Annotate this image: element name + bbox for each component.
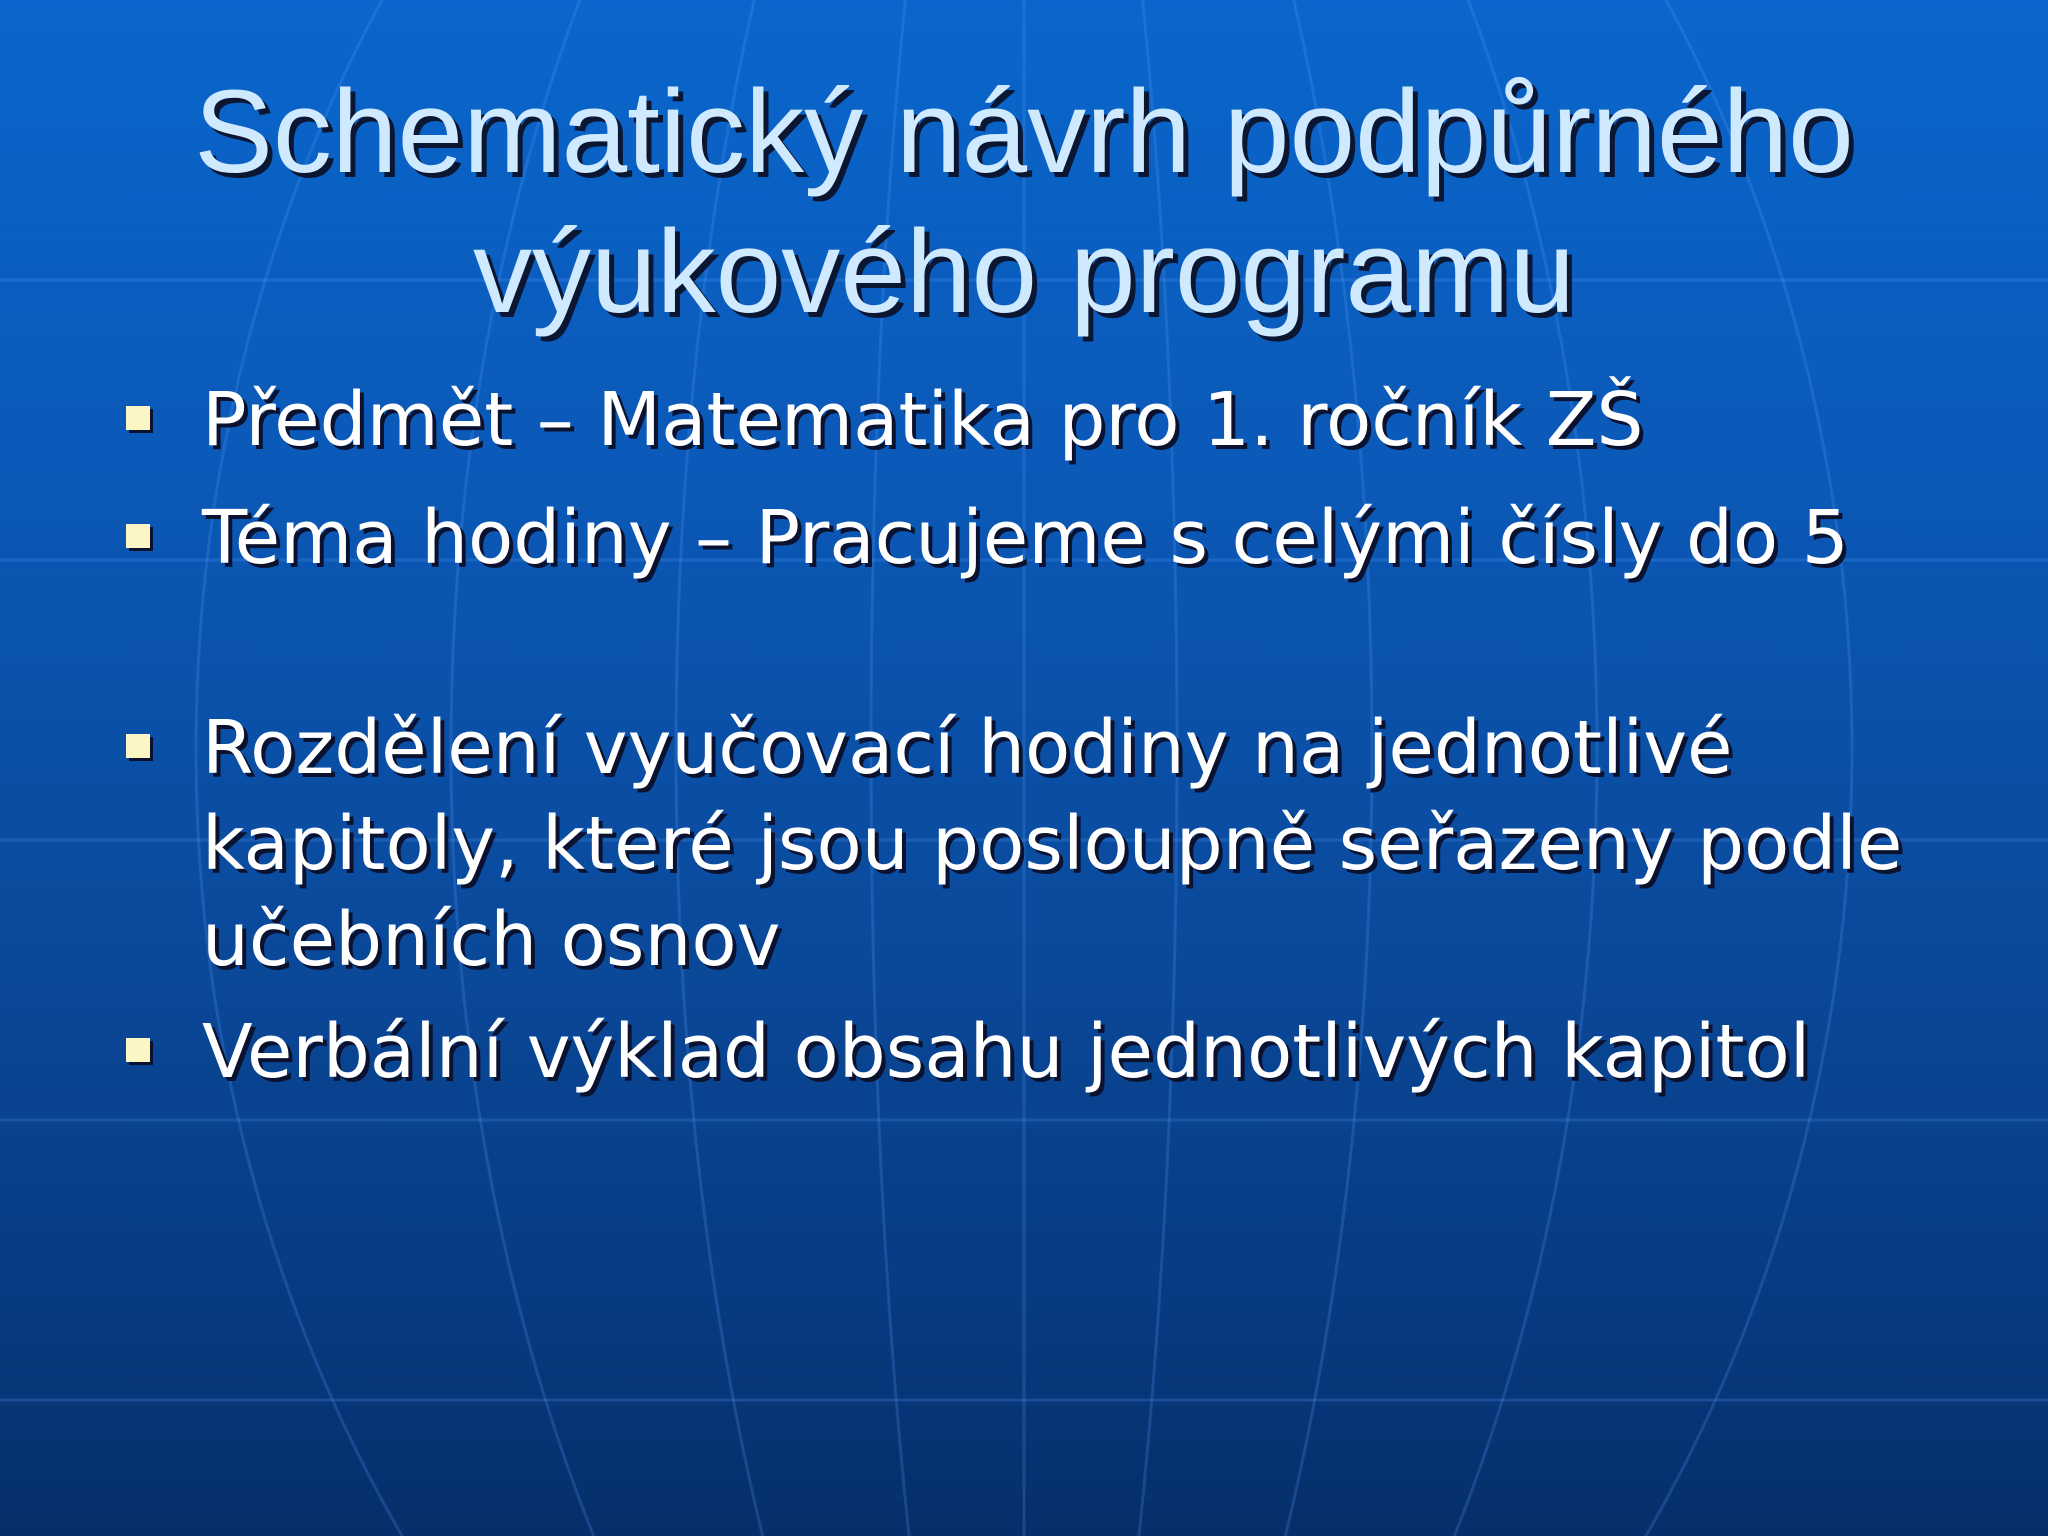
bullet-item-explanation: [202, 1004, 1962, 1100]
bullet-text: Téma hodiny – Pracujeme s celými čísly do 5: [202, 495, 1849, 581]
title-line-2: výukového programu: [473, 206, 1575, 338]
square-bullet-icon: [126, 406, 150, 430]
square-bullet-icon: [126, 1038, 150, 1062]
bullet-item-topic: [202, 490, 1962, 586]
bullet-text: Rozdělení vyučovací hodiny na jednotlivé kapitoly, které jsou posloupně seřazeny podle učebních osnov: [202, 705, 1903, 983]
slide-title: [100, 62, 1948, 342]
square-bullet-icon: [126, 524, 150, 548]
bullet-text: Verbální výklad obsahu jednotlivých kapitol: [202, 1009, 1811, 1095]
bullet-text: Předmět – Matematika pro 1. ročník ZŠ: [202, 377, 1644, 463]
bullet-item-subject: [202, 372, 1962, 468]
square-bullet-icon: [126, 734, 150, 758]
title-line-1: Schematický návrh podpůrného: [194, 66, 1854, 198]
bullet-item-division: [202, 700, 1962, 988]
